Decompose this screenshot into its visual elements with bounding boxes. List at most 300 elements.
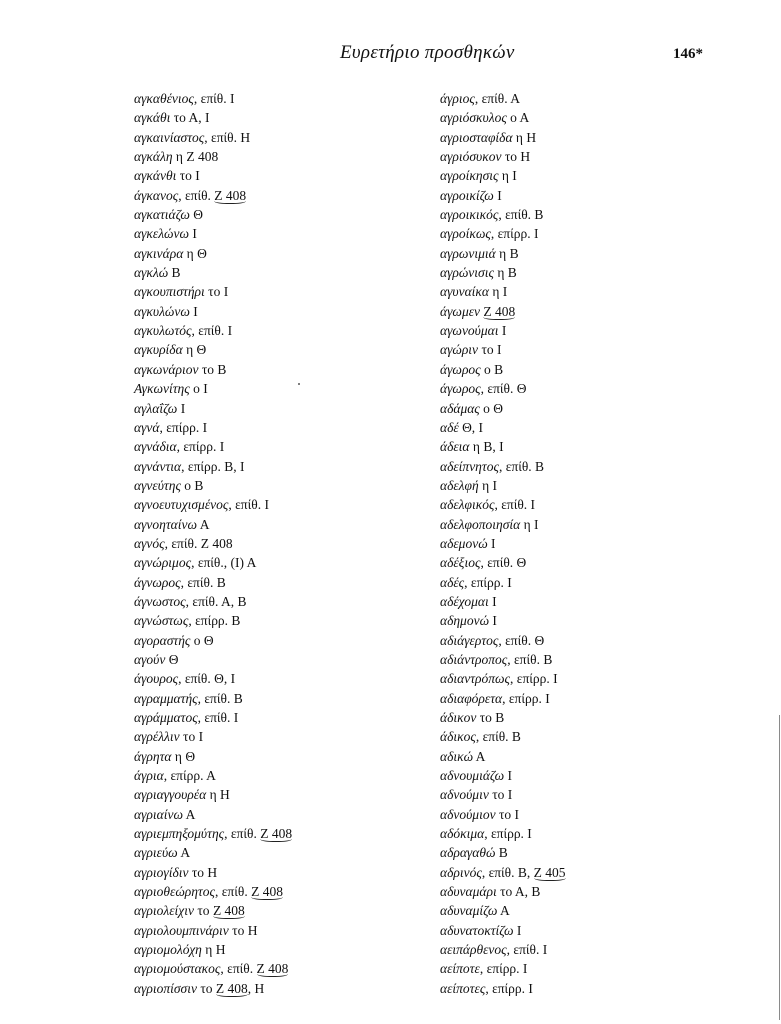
- entry-lemma: αγκυρίδα: [134, 342, 183, 358]
- entry-gloss: επίθ. Β,: [488, 864, 534, 880]
- entry-lemma: αγριεμπηξομύτης: [134, 826, 225, 842]
- index-entry: [440, 399, 566, 418]
- index-entry: [134, 128, 292, 147]
- index-entry: [440, 244, 566, 263]
- entry-gloss: ο Θ: [483, 400, 504, 416]
- index-entry: [440, 89, 566, 108]
- entry-lemma: αγκινάρα: [134, 245, 184, 261]
- entry-separator: ,: [490, 226, 498, 242]
- entry-lemma: αγνάντια: [134, 458, 182, 474]
- index-entry: [134, 747, 292, 766]
- entry-separator: ,: [197, 710, 205, 725]
- index-entry: [134, 244, 292, 263]
- entry-lemma: άδικος: [440, 729, 476, 745]
- entry-gloss: επίθ. Θ: [487, 555, 527, 571]
- entry-gloss: ο Β: [184, 477, 204, 493]
- index-entry: [440, 108, 566, 127]
- entry-lemma: αγκλώ: [134, 265, 169, 281]
- entry-lemma: άγρια: [134, 768, 164, 784]
- entry-gloss: Ι: [501, 323, 507, 339]
- entry-lemma: αγυναίκα: [440, 284, 489, 300]
- entry-lemma: αγροίκως: [440, 226, 491, 242]
- index-entry: [134, 282, 292, 301]
- index-entry: [134, 553, 292, 572]
- entry-separator: ,: [176, 439, 184, 455]
- entry-lemma: αγνεύτης: [134, 477, 181, 493]
- entry-gloss: επίρρ. Ι: [166, 419, 208, 435]
- entry-lemma: αγριόσυκον: [440, 149, 502, 165]
- entry-lemma: αδραγαθώ: [440, 845, 496, 861]
- index-entry: [440, 457, 566, 476]
- index-entry: [440, 573, 566, 592]
- entry-lemma: αγριαγγουρέα: [134, 787, 207, 803]
- index-entry: [134, 379, 292, 398]
- scan-edge-line: [779, 715, 780, 1020]
- entry-separator: ,: [228, 497, 236, 513]
- entry-separator: ,: [191, 555, 198, 571]
- entry-lemma: άγωρος: [440, 361, 481, 377]
- entry-gloss: επίθ.: [230, 826, 261, 842]
- entry-lemma: αδές: [440, 574, 465, 590]
- entry-gloss: Ι: [192, 226, 197, 242]
- entry-gloss: η Η: [209, 787, 230, 803]
- entry-gloss: επίθ. Ι: [204, 710, 239, 725]
- index-entry: [440, 727, 566, 746]
- entry-gloss: Ι: [492, 593, 497, 609]
- entry-gloss: επίθ. Θ: [487, 381, 527, 397]
- entry-gloss: η Θ: [186, 342, 207, 358]
- index-entry: [134, 805, 292, 824]
- entry-lemma: αδιαντρόπως: [440, 671, 511, 687]
- entry-gloss: Α: [500, 903, 510, 919]
- entry-lemma: αγράμματος: [134, 710, 198, 725]
- entry-lemma: αγκατιάζω: [134, 207, 190, 223]
- entry-gloss: η Ι: [482, 477, 498, 493]
- index-entry: [440, 437, 566, 456]
- index-entry: [134, 921, 292, 940]
- entry-lemma: αγριολουμπινάριν: [134, 922, 229, 938]
- index-entry: [134, 186, 292, 205]
- index-entry: [440, 863, 566, 882]
- index-entry: [440, 785, 566, 804]
- index-entry: [134, 321, 292, 340]
- index-entry: [134, 979, 292, 998]
- entry-gloss: Θ, Ι: [462, 419, 484, 435]
- entry-lemma: αγνοευτυχισμένος: [134, 497, 229, 513]
- index-entry: [440, 534, 566, 553]
- entry-lemma: αείποτες: [440, 980, 486, 996]
- entry-lemma: αδυναμάρι: [440, 884, 497, 900]
- entry-tail: , Η: [247, 980, 265, 996]
- entry-gloss: Α: [180, 845, 191, 861]
- entry-lemma: αγκουπιστήρι: [134, 284, 205, 300]
- entry-lemma: αδικώ: [440, 748, 474, 764]
- entry-gloss: το: [197, 903, 213, 919]
- entry-gloss: επίθ. Ι: [198, 323, 233, 339]
- index-entry: [440, 650, 566, 669]
- index-entry: [134, 940, 292, 959]
- index-entry: [440, 476, 566, 495]
- index-entry: [134, 302, 292, 321]
- index-column-right: [440, 89, 566, 998]
- entry-underlined-reference: Ζ 408: [260, 826, 293, 842]
- index-entry: [440, 940, 566, 959]
- entry-gloss: επίρρ. Β, Ι: [187, 458, 245, 474]
- entry-gloss: επίθ. Η: [211, 129, 251, 145]
- index-entry: [134, 89, 292, 108]
- entry-lemma: αδυναμίζω: [440, 903, 498, 919]
- entry-gloss: το Ι: [498, 806, 519, 822]
- entry-gloss: επίρρ. Ι: [492, 980, 533, 996]
- entry-lemma: αγριολείχιν: [134, 903, 194, 919]
- entry-lemma: αγνώστως: [134, 613, 189, 629]
- entry-separator: ,: [485, 980, 493, 996]
- entry-lemma: άγωμεν: [440, 303, 481, 319]
- index-entry: [440, 418, 566, 437]
- entry-gloss: το: [200, 980, 216, 996]
- index-entry: [134, 360, 292, 379]
- index-entry: [440, 766, 566, 785]
- index-entry: [134, 495, 292, 514]
- entry-lemma: αγρέλλιν: [134, 729, 180, 745]
- entry-separator: ,: [191, 323, 199, 339]
- entry-separator: ,: [498, 632, 506, 648]
- entry-gloss: το Η: [232, 922, 258, 938]
- index-entry: [134, 534, 292, 553]
- entry-lemma: αδέχομαι: [440, 593, 489, 609]
- entry-lemma: αγλαΐζω: [134, 400, 178, 416]
- page-number: 146*: [673, 46, 703, 62]
- entry-gloss: Β: [171, 265, 181, 281]
- entry-lemma: άγουρος: [134, 671, 179, 687]
- entry-lemma: άδεια: [440, 439, 470, 455]
- entry-gloss: Ι: [507, 768, 513, 784]
- index-entry: [134, 573, 292, 592]
- entry-lemma: αγκυλώνω: [134, 303, 190, 319]
- entry-separator: ,: [484, 826, 491, 842]
- entry-lemma: αδάμας: [440, 400, 480, 416]
- entry-gloss: επίρρ. Ι: [486, 961, 528, 977]
- entry-lemma: αγνώριμος: [134, 555, 192, 571]
- entry-lemma: αδνουμιάζω: [440, 768, 505, 784]
- entry-gloss: επίρρ. Ι: [497, 226, 539, 242]
- entry-lemma: αγριογίδιν: [134, 864, 189, 880]
- entry-lemma: αγριόσκυλος: [440, 110, 507, 126]
- entry-separator: ,: [188, 613, 196, 629]
- entry-gloss: Ι: [497, 187, 502, 203]
- entry-gloss: το Α, Ι: [173, 110, 210, 126]
- entry-separator: ,: [185, 593, 193, 609]
- index-column-left: [134, 89, 292, 998]
- index-entry: [134, 592, 292, 611]
- entry-lemma: αδελφή: [440, 477, 479, 493]
- entry-separator: ,: [498, 458, 506, 474]
- entry-lemma: αγώριν: [440, 342, 479, 358]
- index-entry: [134, 843, 292, 862]
- entry-gloss: επίθ., (Ι) Α: [197, 555, 257, 571]
- entry-lemma: αγούν: [134, 651, 166, 667]
- entry-lemma: αγροικίζω: [440, 187, 494, 203]
- entry-gloss: Ι: [516, 922, 522, 938]
- entry-lemma: άδικον: [440, 710, 477, 725]
- index-entry: [134, 901, 292, 920]
- entry-lemma: αγριομολόχη: [134, 942, 202, 958]
- index-entry: [134, 399, 292, 418]
- entry-gloss: επίθ. Ζ 408: [171, 535, 233, 551]
- entry-lemma: αγριοπίσσιν: [134, 980, 197, 996]
- page-header: [0, 40, 781, 70]
- index-entry: [440, 321, 566, 340]
- index-entry: [440, 128, 566, 147]
- entry-gloss: επίθ. Θ, Ι: [184, 671, 236, 687]
- index-entry: [134, 108, 292, 127]
- entry-gloss: το Α, Β: [500, 884, 541, 900]
- entry-gloss: το Ι: [481, 342, 502, 358]
- entry-underlined-reference: Ζ 408: [483, 303, 516, 319]
- entry-lemma: αγρωνιμιά: [440, 245, 496, 261]
- entry-lemma: αδρινός: [440, 864, 482, 880]
- index-entry: [440, 631, 566, 650]
- entry-separator: ,: [193, 91, 201, 106]
- entry-separator: ,: [178, 187, 185, 203]
- entry-separator: ,: [197, 690, 205, 706]
- entry-underlined-reference: Ζ 405: [533, 864, 566, 880]
- entry-gloss: η Ι: [492, 284, 508, 300]
- entry-lemma: αγνοηταίνω: [134, 516, 198, 532]
- entry-gloss: η Η: [515, 129, 537, 145]
- index-entry: [134, 959, 292, 978]
- entry-gloss: Ι: [491, 535, 496, 551]
- index-entry: [134, 863, 292, 882]
- index-entry: [440, 282, 566, 301]
- index-entry: [134, 224, 292, 243]
- entry-separator: ,: [498, 207, 506, 223]
- entry-gloss: επίθ. Ι: [513, 942, 548, 958]
- index-entry: [134, 515, 292, 534]
- entry-gloss: η Β, Ι: [472, 439, 504, 455]
- index-entry: [134, 727, 292, 746]
- index-entry: [440, 147, 566, 166]
- entry-gloss: Β: [498, 845, 508, 861]
- entry-gloss: επίρρ. Ι: [508, 690, 550, 706]
- entry-lemma: αγριοθεώρητος: [134, 884, 215, 900]
- entry-lemma: άγνωρος: [134, 574, 181, 590]
- index-entry: [134, 669, 292, 688]
- entry-lemma: αείποτε: [440, 961, 480, 977]
- entry-gloss: Ι: [492, 613, 497, 629]
- index-entry: [440, 611, 566, 630]
- entry-gloss: επίθ. Β: [482, 729, 521, 745]
- entry-lemma: αδελφικός: [440, 497, 495, 513]
- entry-lemma: αδόκιμα: [440, 826, 485, 842]
- index-entry: [440, 959, 566, 978]
- entry-lemma: αγραμματής: [134, 690, 198, 706]
- entry-gloss: η Β: [499, 245, 519, 261]
- entry-separator: ,: [502, 690, 509, 706]
- entry-lemma: αδεμονώ: [440, 535, 488, 551]
- entry-gloss: η Ι: [523, 516, 539, 532]
- index-entry: [440, 882, 566, 901]
- entry-lemma: αγριομούστακος: [134, 961, 221, 977]
- entry-lemma: αδιάντροπος: [440, 651, 508, 667]
- entry-lemma: αγνάδια: [134, 439, 177, 455]
- index-entry: [134, 457, 292, 476]
- entry-separator: ,: [506, 942, 514, 958]
- index-entry: [134, 263, 292, 282]
- index-entry: [134, 340, 292, 359]
- index-entry: [440, 495, 566, 514]
- index-entry: [134, 476, 292, 495]
- entry-gloss: το Ι: [492, 787, 513, 803]
- entry-gloss: επίθ. Ι: [501, 497, 536, 513]
- entry-gloss: επίθ.: [221, 884, 252, 900]
- index-entry: [134, 766, 292, 785]
- entry-lemma: αδυνατοκτίζω: [440, 922, 514, 938]
- entry-gloss: επίθ. Ι: [235, 497, 269, 513]
- entry-gloss: Θ: [193, 207, 203, 223]
- entry-separator: ,: [474, 91, 482, 106]
- entry-lemma: αγροικικός: [440, 207, 499, 223]
- index-entry: [440, 553, 566, 572]
- entry-lemma: αγριαίνω: [134, 806, 183, 822]
- entry-gloss: επίθ. Β: [204, 690, 243, 706]
- entry-lemma: αδνούμιν: [440, 787, 489, 803]
- entry-gloss: επίρρ. Β: [195, 613, 241, 629]
- entry-gloss: επίθ. Β: [187, 574, 226, 590]
- entry-lemma: αδέ: [440, 419, 459, 435]
- index-entry: [440, 689, 566, 708]
- entry-separator: ,: [480, 555, 488, 571]
- entry-gloss: επίθ.: [227, 961, 257, 977]
- index-entry: [440, 379, 566, 398]
- entry-lemma: Αγκωνίτης: [134, 381, 190, 397]
- entry-gloss: η Η: [205, 942, 226, 958]
- entry-gloss: το Β: [479, 710, 505, 725]
- entry-lemma: άγκανος: [134, 187, 179, 203]
- index-entry: [440, 708, 566, 727]
- index-entry: [440, 901, 566, 920]
- entry-separator: ,: [494, 497, 502, 513]
- entry-separator: ,: [464, 574, 471, 590]
- entry-gloss: επίθ. Α, Β: [192, 593, 247, 609]
- entry-gloss: Α: [185, 806, 196, 822]
- entry-separator: ,: [164, 535, 172, 551]
- index-entry: [440, 921, 566, 940]
- index-entry: [440, 805, 566, 824]
- entry-separator: ,: [224, 826, 231, 842]
- print-speck: [298, 383, 300, 385]
- entry-gloss: το Η: [191, 864, 218, 880]
- index-entry: [440, 224, 566, 243]
- entry-lemma: αδιάγερτος: [440, 632, 499, 648]
- entry-lemma: αδείπνητος: [440, 458, 499, 474]
- entry-gloss: η Θ: [186, 245, 207, 261]
- index-entry: [440, 205, 566, 224]
- index-entry: [440, 592, 566, 611]
- entry-underlined-reference: Ζ 408: [212, 903, 245, 919]
- entry-separator: ,: [481, 864, 489, 880]
- entry-lemma: αγκυλωτός: [134, 323, 192, 339]
- entry-separator: ,: [163, 768, 171, 784]
- entry-separator: ,: [507, 651, 514, 667]
- index-entry: [440, 263, 566, 282]
- index-entry: [134, 785, 292, 804]
- entry-gloss: το Β: [201, 361, 227, 377]
- index-entry: [134, 418, 292, 437]
- entry-gloss: επίθ. Α: [481, 91, 520, 106]
- entry-gloss: επίρρ. Ι: [490, 826, 532, 842]
- entry-gloss: επίθ.: [184, 187, 215, 203]
- entry-lemma: αδιαφόρετα: [440, 690, 503, 706]
- entry-separator: ,: [181, 458, 188, 474]
- index-entry: [440, 843, 566, 862]
- entry-gloss: επίρρ. Ι: [470, 574, 512, 590]
- entry-lemma: αδνούμιον: [440, 806, 496, 822]
- entry-lemma: αγροίκησις: [440, 168, 499, 184]
- entry-separator: ,: [220, 961, 228, 977]
- entry-gloss: η Β: [497, 265, 517, 281]
- entry-lemma: αδελφοποιησία: [440, 516, 521, 532]
- index-entry: [134, 437, 292, 456]
- index-entry: [134, 205, 292, 224]
- entry-lemma: αγκάλη: [134, 149, 173, 165]
- entry-gloss: ο Θ: [193, 632, 214, 648]
- entry-gloss: Θ: [168, 651, 179, 667]
- entry-lemma: αγκαθένιος: [134, 91, 194, 106]
- entry-lemma: αγοραστής: [134, 632, 191, 648]
- entry-gloss: το Ι: [183, 729, 204, 745]
- entry-lemma: αγκελώνω: [134, 226, 189, 242]
- entry-underlined-reference: Ζ 408: [256, 961, 289, 977]
- entry-gloss: το Ι: [179, 168, 200, 184]
- entry-gloss: το Ι: [208, 284, 229, 300]
- entry-gloss: η Θ: [174, 748, 196, 764]
- entry-separator: ,: [510, 671, 517, 687]
- entry-gloss: επίρρ. Α: [170, 768, 216, 784]
- entry-lemma: αγριεύω: [134, 845, 178, 861]
- index-entry: [134, 611, 292, 630]
- entry-gloss: επίρρ. Ι: [183, 439, 225, 455]
- entry-lemma: αγνός: [134, 535, 165, 551]
- index-entry: [440, 340, 566, 359]
- index-entry: [440, 824, 566, 843]
- entry-separator: ,: [479, 961, 487, 977]
- entry-gloss: επίθ. Β: [505, 207, 544, 223]
- entry-gloss: ο Ι: [193, 381, 208, 397]
- index-entry: [440, 979, 566, 998]
- index-entry: [440, 186, 566, 205]
- entry-lemma: αγκάνθι: [134, 168, 177, 184]
- entry-gloss: το Η: [504, 149, 531, 165]
- index-entry: [440, 166, 566, 185]
- entry-gloss: ο Α: [510, 110, 530, 126]
- entry-lemma: αγκαινίαστος: [134, 129, 205, 145]
- entry-separator: ,: [178, 671, 185, 687]
- entry-lemma: αγωνούμαι: [440, 323, 499, 339]
- entry-lemma: αγνά: [134, 419, 160, 435]
- entry-gloss: η Ι: [501, 168, 517, 184]
- index-entry: [440, 747, 566, 766]
- index-entry: [134, 166, 292, 185]
- entry-underlined-reference: Ζ 408: [251, 884, 283, 900]
- entry-lemma: αγκωνάριον: [134, 361, 199, 377]
- entry-lemma: αδέξιος: [440, 555, 481, 571]
- entry-gloss: Ι: [193, 303, 198, 319]
- entry-separator: ,: [204, 129, 212, 145]
- entry-gloss: επίρρ. Ι: [516, 671, 558, 687]
- entry-lemma: αγκάθι: [134, 110, 171, 126]
- entry-gloss: επίθ. Ι: [200, 91, 235, 106]
